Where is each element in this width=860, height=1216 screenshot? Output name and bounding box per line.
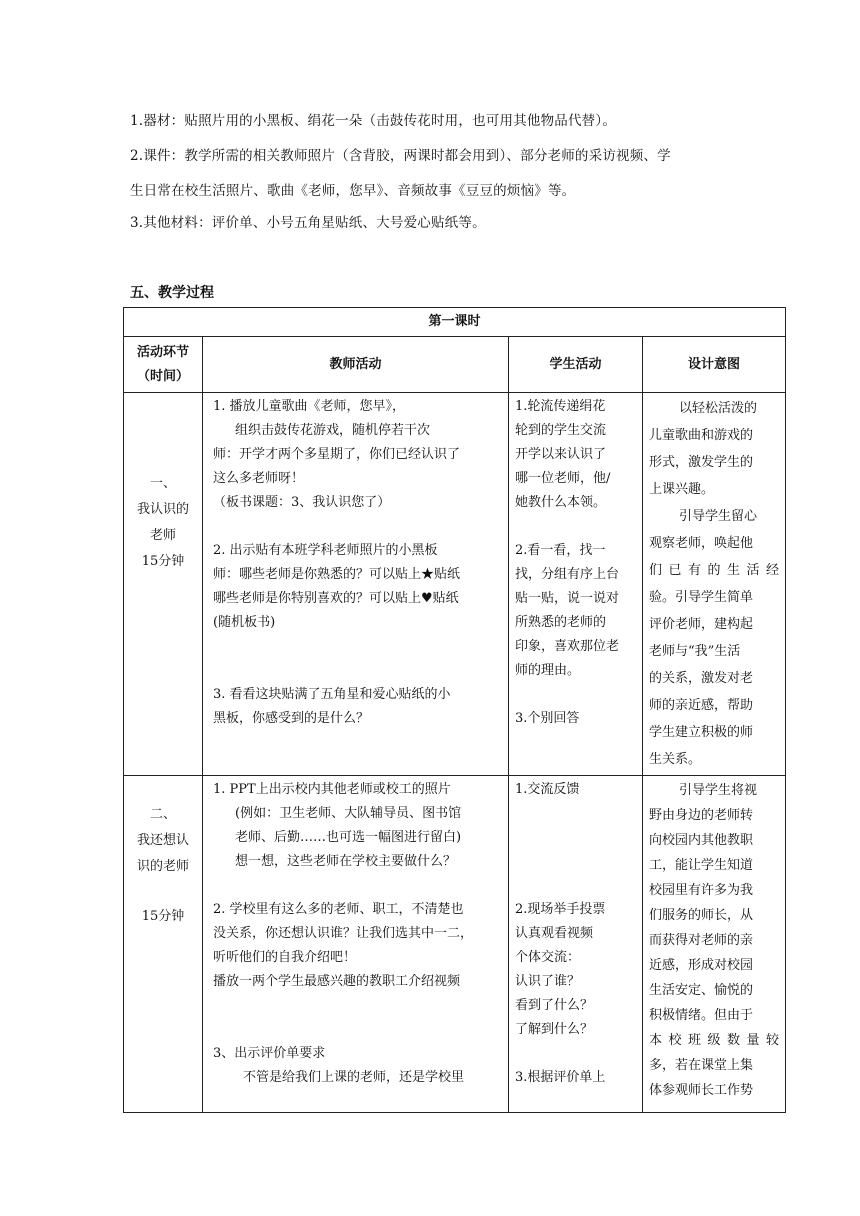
teacher-text: 这么多老师呀！ (213, 471, 305, 486)
intent-text: 师的亲近感，帮助 (649, 698, 754, 713)
student-text: 2.现场举手投票 (515, 902, 606, 917)
teacher-activity-cell (203, 393, 509, 776)
teacher-text: 组织击鼓传花游戏，随机停若干次 (235, 423, 431, 438)
student-text: 了解到什么？ (515, 1022, 594, 1037)
student-text: 印象，喜欢那位老 (515, 639, 620, 654)
student-text: 哪一位老师，他/ (515, 471, 611, 486)
stage-number: 二、 (149, 807, 176, 822)
section-title: 五、教学过程 (130, 285, 214, 301)
intent-text: 引导学生留心 (679, 509, 758, 524)
intent-text: 以轻松活泼的 (679, 401, 758, 416)
intent-text: 上课兴趣。 (649, 482, 715, 497)
teacher-text: 1. PPT上出示校内其他老师或校工的照片 (213, 782, 451, 797)
teacher-text: 3. 看看这块贴满了五角星和爱心贴纸的小 (213, 687, 451, 702)
header-student: 学生活动 (509, 337, 643, 393)
teacher-text: (随机板书) (213, 615, 276, 630)
student-text: 开学以来认识了 (515, 447, 607, 462)
student-text: 1.交流反馈 (515, 782, 580, 797)
teacher-text: 播放一两个学生最感兴趣的教职工介绍视频 (213, 974, 461, 989)
student-text: 找，分组有序上台 (515, 567, 620, 582)
teacher-activity-cell (203, 776, 509, 1113)
intent-text: 学生建立积极的师 (649, 725, 754, 740)
design-intent-cell (643, 393, 786, 776)
teacher-text: 哪些老师是你特别喜欢的？可以贴上♥贴纸 (213, 591, 459, 606)
lesson-title: 第一课时 (124, 308, 786, 337)
materials-line-3: 生日常在校生活照片、歌曲《老师，您早》、音频故事《豆豆的烦恼》等。 (130, 183, 576, 199)
intent-text: 们已有的生活经 (649, 563, 780, 578)
intent-text: 的关系，激发对老 (649, 671, 754, 686)
table-title-row (124, 308, 786, 337)
student-text: 贴一贴，说一说对 (515, 591, 620, 606)
student-text: 认识了谁？ (515, 974, 581, 989)
stage-number: 一、 (149, 476, 176, 491)
intent-text: 生活安定、愉悦的 (649, 983, 754, 998)
teacher-text: 老师、后勤……也可选一幅图进行留白) (235, 830, 462, 845)
stage-name: 老师 (149, 528, 176, 543)
design-intent-cell (643, 776, 786, 1113)
header-intent: 设计意图 (643, 337, 786, 393)
intent-text: 向校园内其他教职 (649, 833, 754, 848)
intent-text: 校园里有许多为我 (649, 883, 754, 898)
intent-text: 观察老师，唤起他 (649, 536, 754, 551)
teacher-text: 1. 播放儿童歌曲《老师，您早》， (213, 399, 406, 414)
student-text: 3.个别回答 (515, 711, 580, 726)
table-row (124, 393, 786, 776)
teacher-text: 师：开学才两个多星期了，你们已经认识了 (213, 447, 461, 462)
student-text: 3.根据评价单上 (515, 1070, 606, 1085)
stage-name: 我认识的 (136, 502, 189, 517)
teacher-text: 听听他们的自我介绍吧！ (213, 950, 357, 965)
intent-text: 体参观师长工作势 (649, 1083, 754, 1098)
stage-cell (124, 776, 203, 1113)
materials-line-2: 2.课件：教学所需的相关教师照片（含背胶，两课时都会用到）、部分老师的采访视频、学 (130, 148, 671, 164)
intent-text: 工，能让学生知道 (649, 858, 754, 873)
table-header-row (124, 337, 786, 393)
teacher-text: 不管是给我们上课的老师，还是学校里 (243, 1070, 465, 1085)
intent-text: 评价老师，建构起 (649, 617, 754, 632)
header-teacher: 教师活动 (203, 337, 509, 393)
intent-text: 生关系。 (649, 752, 702, 767)
teacher-text: 没关系，你还想认识谁？让我们选其中一二， (213, 926, 474, 941)
intent-text: 多，若在课堂上集 (649, 1058, 754, 1073)
student-activity-cell (509, 393, 643, 776)
student-text: 所熟悉的老师的 (515, 615, 607, 630)
teacher-text: 2. 学校里有这么多的老师、职工，不清楚也 (213, 902, 464, 917)
stage-name: 我还想认 (136, 833, 189, 848)
student-text: 1.轮流传递绢花 (515, 399, 606, 414)
header-stage (124, 337, 203, 393)
student-activity-cell (509, 776, 643, 1113)
intent-text: 形式，激发学生的 (649, 455, 754, 470)
header-stage-time: （时间） (136, 368, 189, 384)
intent-text: 引导学生将视 (679, 783, 758, 798)
intent-text: 而获得对老师的亲 (649, 933, 754, 948)
intent-text: 本校班级数量较 (649, 1033, 780, 1048)
intent-text: 验。引导学生简单 (649, 590, 754, 605)
lesson-table (123, 307, 786, 1113)
header-stage-line: 活动环节 (136, 344, 189, 360)
teacher-text: 黑板，你感受到的是什么？ (213, 711, 370, 726)
student-text: 轮到的学生交流 (515, 423, 607, 438)
intent-text: 野由身边的老师转 (649, 808, 754, 823)
stage-name: 识的老师 (136, 859, 189, 874)
student-text: 看到了什么？ (515, 998, 594, 1013)
materials-line-1: 1.器材：贴照片用的小黑板、绢花一朵（击鼓传花时用，也可用其他物品代替）。 (130, 113, 617, 129)
student-text: 2.看一看，找一 (515, 543, 606, 558)
stage-time: 15分钟 (141, 909, 185, 924)
student-text: 她教什么本领。 (515, 495, 607, 510)
stage-time: 15分钟 (141, 554, 185, 569)
teacher-text: （板书课题：3、我认识您了） (213, 495, 391, 510)
intent-text: 积极情绪。但由于 (649, 1008, 754, 1023)
stage-cell (124, 393, 203, 776)
student-text: 师的理由。 (515, 663, 581, 678)
intent-text: 老师与“我”生活 (649, 644, 741, 659)
student-text: 个体交流： (515, 950, 581, 965)
teacher-text: 师：哪些老师是你熟悉的？可以贴上★贴纸 (213, 567, 461, 582)
student-text: 认真观看视频 (515, 926, 594, 941)
teacher-text: 想一想，这些老师在学校主要做什么？ (235, 854, 457, 869)
teacher-text: 2. 出示贴有本班学科老师照片的小黑板 (213, 543, 438, 558)
table-row (124, 776, 786, 1113)
materials-line-4: 3.其他材料：评价单、小号五角星贴纸、大号爱心贴纸等。 (130, 215, 486, 231)
intent-text: 们服务的师长，从 (649, 908, 754, 923)
teacher-text: (例如：卫生老师、大队辅导员、图书馆 (235, 806, 462, 821)
intent-text: 近感，形成对校园 (649, 958, 754, 973)
intent-text: 儿童歌曲和游戏的 (649, 428, 754, 443)
teacher-text: 3、出示评价单要求 (213, 1046, 326, 1061)
